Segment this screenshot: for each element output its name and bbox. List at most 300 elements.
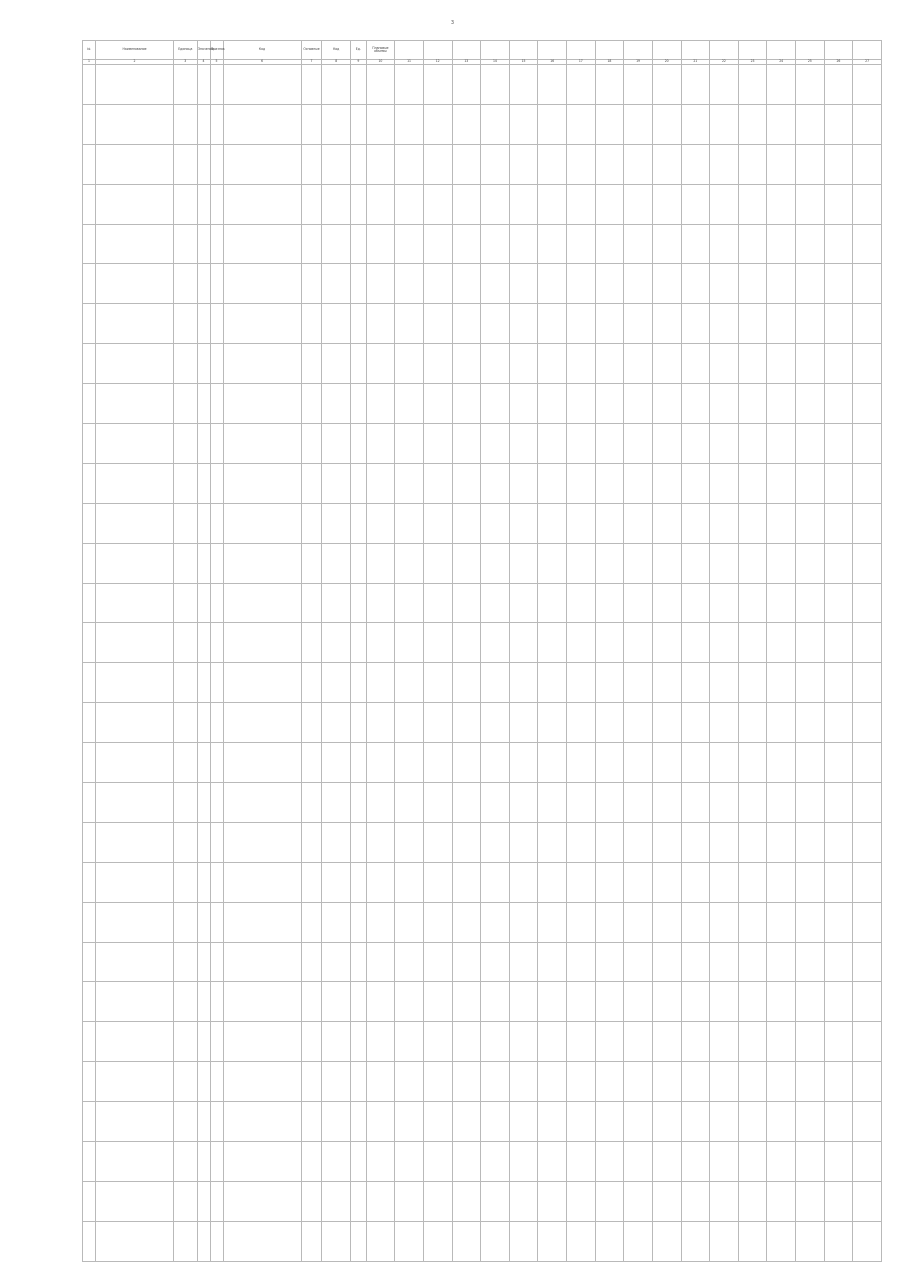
table-cell: [452, 623, 481, 663]
table-cell: [853, 424, 882, 464]
table-cell: [366, 703, 395, 743]
table-cell: [96, 1221, 174, 1261]
table-cell: [452, 1062, 481, 1102]
table-cell: [452, 783, 481, 823]
table-cell: [452, 1142, 481, 1182]
table-cell: [351, 104, 367, 144]
header-cell: [395, 41, 424, 60]
table-cell: [767, 623, 796, 663]
table-cell: [595, 703, 624, 743]
table-cell: [595, 384, 624, 424]
table-cell: [301, 65, 322, 105]
table-cell: [174, 623, 197, 663]
table-cell: [567, 1221, 596, 1261]
table-cell: [366, 902, 395, 942]
table-cell: [652, 344, 681, 384]
table-cell: [351, 1181, 367, 1221]
table-cell: [301, 1022, 322, 1062]
table-cell: [509, 862, 538, 902]
table-cell: [681, 1142, 710, 1182]
header-cell: Код: [223, 41, 301, 60]
table-cell: [174, 104, 197, 144]
table-cell: [853, 384, 882, 424]
header-cell: 2: [96, 60, 174, 65]
table-cell: [509, 822, 538, 862]
table-cell: [738, 1181, 767, 1221]
table-cell: [681, 942, 710, 982]
table-cell: [567, 783, 596, 823]
header-cell: 15: [509, 60, 538, 65]
table-cell: [738, 902, 767, 942]
table-cell: [83, 902, 96, 942]
table-cell: [481, 1022, 510, 1062]
table-cell: [366, 1181, 395, 1221]
table-cell: [210, 783, 223, 823]
table-cell: [322, 463, 351, 503]
table-cell: [624, 583, 653, 623]
table-cell: [853, 663, 882, 703]
table-cell: [423, 144, 452, 184]
table-cell: [96, 982, 174, 1022]
header-cell: Единица: [174, 41, 197, 60]
table-cell: [301, 942, 322, 982]
table-cell: [509, 503, 538, 543]
table-cell: [767, 503, 796, 543]
table-cell: [567, 264, 596, 304]
table-cell: [767, 104, 796, 144]
table-cell: [301, 304, 322, 344]
table-cell: [796, 663, 825, 703]
table-cell: [322, 703, 351, 743]
table-row: [83, 384, 882, 424]
table-cell: [366, 1142, 395, 1182]
table-cell: [210, 384, 223, 424]
table-cell: [796, 1221, 825, 1261]
table-cell: [738, 184, 767, 224]
table-cell: [481, 942, 510, 982]
table-cell: [824, 1022, 853, 1062]
table-cell: [366, 1022, 395, 1062]
table-cell: [452, 463, 481, 503]
table-cell: [210, 663, 223, 703]
table-cell: [83, 743, 96, 783]
table-cell: [174, 1022, 197, 1062]
table-cell: [853, 543, 882, 583]
table-cell: [452, 703, 481, 743]
table-cell: [452, 543, 481, 583]
data-table: [82, 40, 882, 1262]
table-cell: [681, 144, 710, 184]
table-cell: [853, 902, 882, 942]
table-cell: [624, 424, 653, 464]
table-cell: [767, 982, 796, 1022]
table-cell: [538, 463, 567, 503]
table-cell: [652, 623, 681, 663]
table-row: [83, 463, 882, 503]
table-cell: [452, 384, 481, 424]
table-cell: [301, 1062, 322, 1102]
table-cell: [83, 304, 96, 344]
table-cell: [538, 862, 567, 902]
header-cell: Основные: [301, 41, 322, 60]
table-cell: [567, 344, 596, 384]
table-cell: [538, 304, 567, 344]
table-cell: [538, 184, 567, 224]
table-cell: [710, 104, 739, 144]
table-cell: [481, 144, 510, 184]
table-cell: [567, 463, 596, 503]
table-cell: [366, 463, 395, 503]
table-cell: [652, 304, 681, 344]
table-cell: [351, 1221, 367, 1261]
table-cell: [210, 1102, 223, 1142]
table-cell: [197, 304, 210, 344]
table-cell: [423, 184, 452, 224]
table-cell: [96, 104, 174, 144]
table-cell: [210, 1142, 223, 1182]
table-cell: [197, 424, 210, 464]
table-cell: [96, 942, 174, 982]
table-cell: [366, 503, 395, 543]
table-cell: [395, 703, 424, 743]
table-cell: [481, 982, 510, 1022]
table-cell: [509, 384, 538, 424]
table-row: [83, 264, 882, 304]
table-cell: [423, 862, 452, 902]
table-cell: [652, 703, 681, 743]
table-cell: [710, 344, 739, 384]
table-cell: [595, 583, 624, 623]
table-cell: [423, 583, 452, 623]
table-cell: [567, 304, 596, 344]
table-cell: [351, 862, 367, 902]
table-row: [83, 304, 882, 344]
header-cell: Ед.: [351, 41, 367, 60]
table-cell: [83, 1221, 96, 1261]
table-cell: [423, 463, 452, 503]
table-cell: [395, 583, 424, 623]
table-cell: [96, 663, 174, 703]
table-cell: [710, 1181, 739, 1221]
header-cell: Значения: [197, 41, 210, 60]
table-cell: [767, 424, 796, 464]
table-cell: [223, 743, 301, 783]
table-cell: [197, 623, 210, 663]
table-cell: [681, 1062, 710, 1102]
table-cell: [853, 144, 882, 184]
table-cell: [351, 65, 367, 105]
table-cell: [322, 1181, 351, 1221]
table-cell: [509, 463, 538, 503]
table-cell: [710, 783, 739, 823]
table-cell: [767, 1102, 796, 1142]
table-cell: [174, 463, 197, 503]
header-cell: 13: [452, 60, 481, 65]
table-cell: [223, 982, 301, 1022]
table-cell: [423, 304, 452, 344]
table-cell: [853, 942, 882, 982]
header-cell: 10: [366, 60, 395, 65]
table-cell: [509, 184, 538, 224]
table-cell: [624, 663, 653, 703]
header-cell: 12: [423, 60, 452, 65]
table-cell: [824, 703, 853, 743]
table-cell: [322, 822, 351, 862]
table-cell: [824, 543, 853, 583]
table-cell: [567, 65, 596, 105]
table-cell: [210, 463, 223, 503]
table-cell: [83, 822, 96, 862]
header-cell: 16: [538, 60, 567, 65]
table-cell: [322, 1142, 351, 1182]
table-cell: [824, 942, 853, 982]
table-cell: [853, 1022, 882, 1062]
table-cell: [174, 144, 197, 184]
table-cell: [853, 503, 882, 543]
table-cell: [223, 65, 301, 105]
table-cell: [567, 1062, 596, 1102]
table-cell: [83, 862, 96, 902]
table-cell: [301, 104, 322, 144]
table-cell: [210, 902, 223, 942]
table-cell: [738, 304, 767, 344]
table-cell: [423, 424, 452, 464]
table-cell: [567, 663, 596, 703]
table-cell: [509, 902, 538, 942]
table-cell: [197, 783, 210, 823]
table-cell: [395, 623, 424, 663]
table-cell: [509, 743, 538, 783]
table-cell: [197, 463, 210, 503]
table-cell: [351, 543, 367, 583]
table-cell: [223, 264, 301, 304]
table-cell: [322, 424, 351, 464]
table-cell: [223, 503, 301, 543]
table-cell: [538, 623, 567, 663]
table-cell: [509, 264, 538, 304]
table-cell: [624, 703, 653, 743]
table-cell: [595, 144, 624, 184]
table-cell: [395, 503, 424, 543]
header-cell: Плановые объемы: [366, 41, 395, 60]
table-cell: [538, 783, 567, 823]
table-cell: [223, 224, 301, 264]
table-cell: [366, 65, 395, 105]
table-cell: [710, 1102, 739, 1142]
table-row: [83, 862, 882, 902]
table-cell: [710, 543, 739, 583]
table-cell: [796, 703, 825, 743]
table-cell: [652, 1022, 681, 1062]
table-cell: [509, 1062, 538, 1102]
table-cell: [796, 623, 825, 663]
table-cell: [223, 583, 301, 623]
table-cell: [210, 424, 223, 464]
table-cell: [710, 65, 739, 105]
table-cell: [767, 663, 796, 703]
table-cell: [738, 783, 767, 823]
table-cell: [210, 743, 223, 783]
table-cell: [652, 1062, 681, 1102]
table-cell: [681, 384, 710, 424]
table-cell: [853, 104, 882, 144]
table-cell: [481, 424, 510, 464]
table-cell: [83, 1102, 96, 1142]
table-cell: [652, 1181, 681, 1221]
table-cell: [351, 942, 367, 982]
table-cell: [824, 1142, 853, 1182]
header-cell: [796, 41, 825, 60]
table-cell: [567, 1022, 596, 1062]
table-cell: [481, 703, 510, 743]
table-cell: [796, 304, 825, 344]
table-cell: [351, 902, 367, 942]
table-cell: [452, 942, 481, 982]
table-cell: [83, 703, 96, 743]
table-cell: [423, 1022, 452, 1062]
table-cell: [351, 424, 367, 464]
table-row: [83, 503, 882, 543]
header-cell: [452, 41, 481, 60]
table-cell: [767, 703, 796, 743]
table-cell: [366, 942, 395, 982]
table-cell: [681, 224, 710, 264]
table-cell: [322, 184, 351, 224]
table-cell: [652, 663, 681, 703]
table-cell: [322, 344, 351, 384]
table-cell: [423, 822, 452, 862]
table-cell: [322, 144, 351, 184]
table-cell: [223, 144, 301, 184]
table-cell: [322, 942, 351, 982]
table-cell: [174, 822, 197, 862]
table-cell: [452, 1221, 481, 1261]
table-cell: [223, 623, 301, 663]
table-cell: [83, 783, 96, 823]
table-cell: [481, 65, 510, 105]
table-cell: [538, 1221, 567, 1261]
table-cell: [796, 982, 825, 1022]
table-cell: [223, 1181, 301, 1221]
table-cell: [767, 822, 796, 862]
table-cell: [509, 783, 538, 823]
table-cell: [624, 783, 653, 823]
table-cell: [322, 264, 351, 304]
table-cell: [395, 982, 424, 1022]
table-cell: [624, 1181, 653, 1221]
table-row: [83, 982, 882, 1022]
table-cell: [423, 344, 452, 384]
table-cell: [423, 783, 452, 823]
table-cell: [595, 1221, 624, 1261]
header-cell: 5: [210, 60, 223, 65]
table-row: [83, 783, 882, 823]
table-cell: [509, 344, 538, 384]
table-cell: [538, 224, 567, 264]
table-cell: [767, 463, 796, 503]
table-cell: [351, 583, 367, 623]
table-row: [83, 942, 882, 982]
table-cell: [223, 304, 301, 344]
table-cell: [796, 424, 825, 464]
table-cell: [210, 264, 223, 304]
table-cell: [210, 862, 223, 902]
header-cell: 8: [322, 60, 351, 65]
table-cell: [197, 384, 210, 424]
table-cell: [351, 703, 367, 743]
table-cell: [83, 424, 96, 464]
header-cell: 22: [710, 60, 739, 65]
table-cell: [174, 384, 197, 424]
table-cell: [223, 1142, 301, 1182]
table-cell: [366, 743, 395, 783]
table-cell: [83, 503, 96, 543]
table-cell: [210, 623, 223, 663]
table-cell: [366, 1221, 395, 1261]
table-cell: [824, 783, 853, 823]
table-cell: [538, 942, 567, 982]
header-cell: 11: [395, 60, 424, 65]
table-row: [83, 543, 882, 583]
table-cell: [452, 822, 481, 862]
table-cell: [223, 703, 301, 743]
table-cell: [595, 743, 624, 783]
table-cell: [423, 1142, 452, 1182]
table-cell: [174, 1142, 197, 1182]
table-cell: [710, 942, 739, 982]
table-cell: [595, 982, 624, 1022]
header-cell: [509, 41, 538, 60]
table-cell: [96, 1181, 174, 1221]
table-cell: [595, 1022, 624, 1062]
table-cell: [301, 424, 322, 464]
table-cell: [710, 503, 739, 543]
table-cell: [174, 424, 197, 464]
header-cell: [624, 41, 653, 60]
table-cell: [83, 463, 96, 503]
table-cell: [595, 902, 624, 942]
table-cell: [83, 942, 96, 982]
table-cell: [824, 982, 853, 1022]
table-cell: [767, 862, 796, 902]
table-cell: [624, 224, 653, 264]
table-cell: [351, 822, 367, 862]
table-cell: [509, 583, 538, 623]
table-cell: [624, 543, 653, 583]
table-cell: [681, 1221, 710, 1261]
table-cell: [351, 463, 367, 503]
table-cell: [423, 902, 452, 942]
table-cell: [652, 783, 681, 823]
table-cell: [853, 264, 882, 304]
table-cell: [322, 543, 351, 583]
table-cell: [322, 902, 351, 942]
table-cell: [197, 543, 210, 583]
table-cell: [681, 503, 710, 543]
table-cell: [738, 1102, 767, 1142]
table-cell: [301, 623, 322, 663]
table-cell: [538, 144, 567, 184]
table-cell: [595, 942, 624, 982]
table-cell: [652, 822, 681, 862]
table-cell: [197, 344, 210, 384]
table-cell: [624, 384, 653, 424]
table-cell: [767, 1221, 796, 1261]
header-cell: 3: [174, 60, 197, 65]
table-cell: [796, 583, 825, 623]
table-cell: [452, 65, 481, 105]
table-cell: [567, 184, 596, 224]
